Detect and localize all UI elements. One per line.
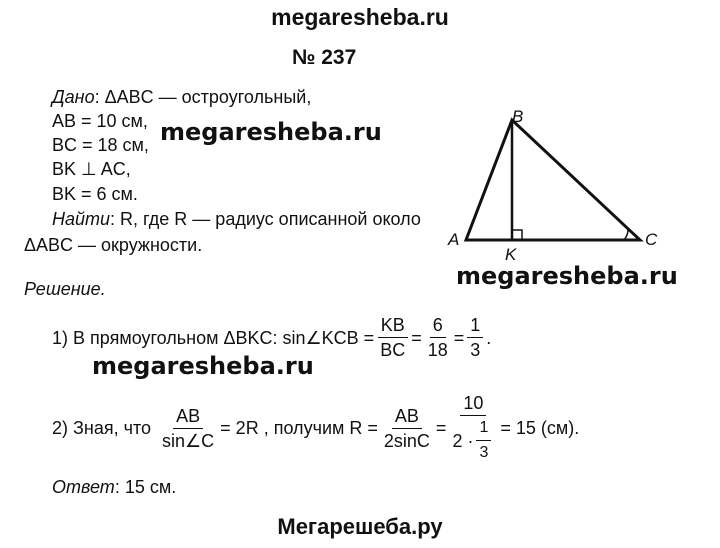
solution-step-2: 2) Зная, что $\frac{AB}{\sin\angle C}$ = 2R , получим R = $\frac{AB}{2\sin C}$ = 10 2 · $\frac{1}{3}$ = 15 (см).: [52, 392, 579, 464]
find-line-2: ΔABC — окружности.: [24, 235, 203, 255]
fraction-10-complex: 10 2 · $\frac{1}{3}$: [449, 392, 497, 464]
solution-label: Решение.: [24, 279, 106, 299]
fraction-kb-bc: $\frac{KB}{BC}$: [377, 314, 408, 361]
fraction-6-18: $\frac{6}{18}$: [427, 315, 448, 360]
label-b: B: [512, 107, 524, 126]
label-k: K: [505, 245, 517, 260]
find-line-1: Найти: R, где R — радиус описанной около: [52, 209, 421, 229]
answer-line: Ответ: 15 см.: [52, 477, 177, 497]
watermark: megaresheba.ru: [92, 352, 314, 380]
site-footer: Мегарешеба.ру: [277, 514, 443, 539]
find-label: Найти: [52, 209, 111, 229]
given-label: Дано: [52, 87, 95, 107]
fraction-inner-1-3: $\frac{1}{3}$: [476, 417, 491, 464]
label-c: C: [645, 230, 658, 249]
solution-step-1: 1) В прямоугольном ΔBKC: sin∠KCB = $\frac{KB}{BC}$ = $\frac{6}{18}$ = $\frac{1}{3}$ .: [52, 315, 492, 360]
given-bk: BK = 6 см.: [52, 184, 138, 204]
label-a: A: [448, 230, 460, 249]
given-bc: BC = 18 см,: [52, 135, 149, 155]
given-perpendicular: BK ⊥ AC,: [52, 159, 131, 179]
fraction-ab-2sinc: $\frac{AB}{2\sin C}$: [383, 405, 430, 451]
fraction-ab-sinc: $\frac{AB}{\sin\angle C}$: [162, 405, 215, 451]
watermark: megaresheba.ru: [456, 262, 678, 290]
triangle-diagram: [440, 100, 670, 260]
given-line-1: Дано: ΔABC — остроугольный,: [52, 87, 312, 107]
site-header: megaresheba.ru: [271, 4, 449, 30]
triangle-abc: [466, 120, 640, 240]
watermark: megaresheba.ru: [160, 118, 382, 146]
fraction-1-3: $\frac{1}{3}$: [467, 314, 483, 361]
problem-number: № 237: [292, 46, 357, 69]
answer-label: Ответ: [52, 477, 115, 497]
given-ab: AB = 10 см,: [52, 111, 148, 131]
angle-c-arc: [624, 229, 628, 240]
